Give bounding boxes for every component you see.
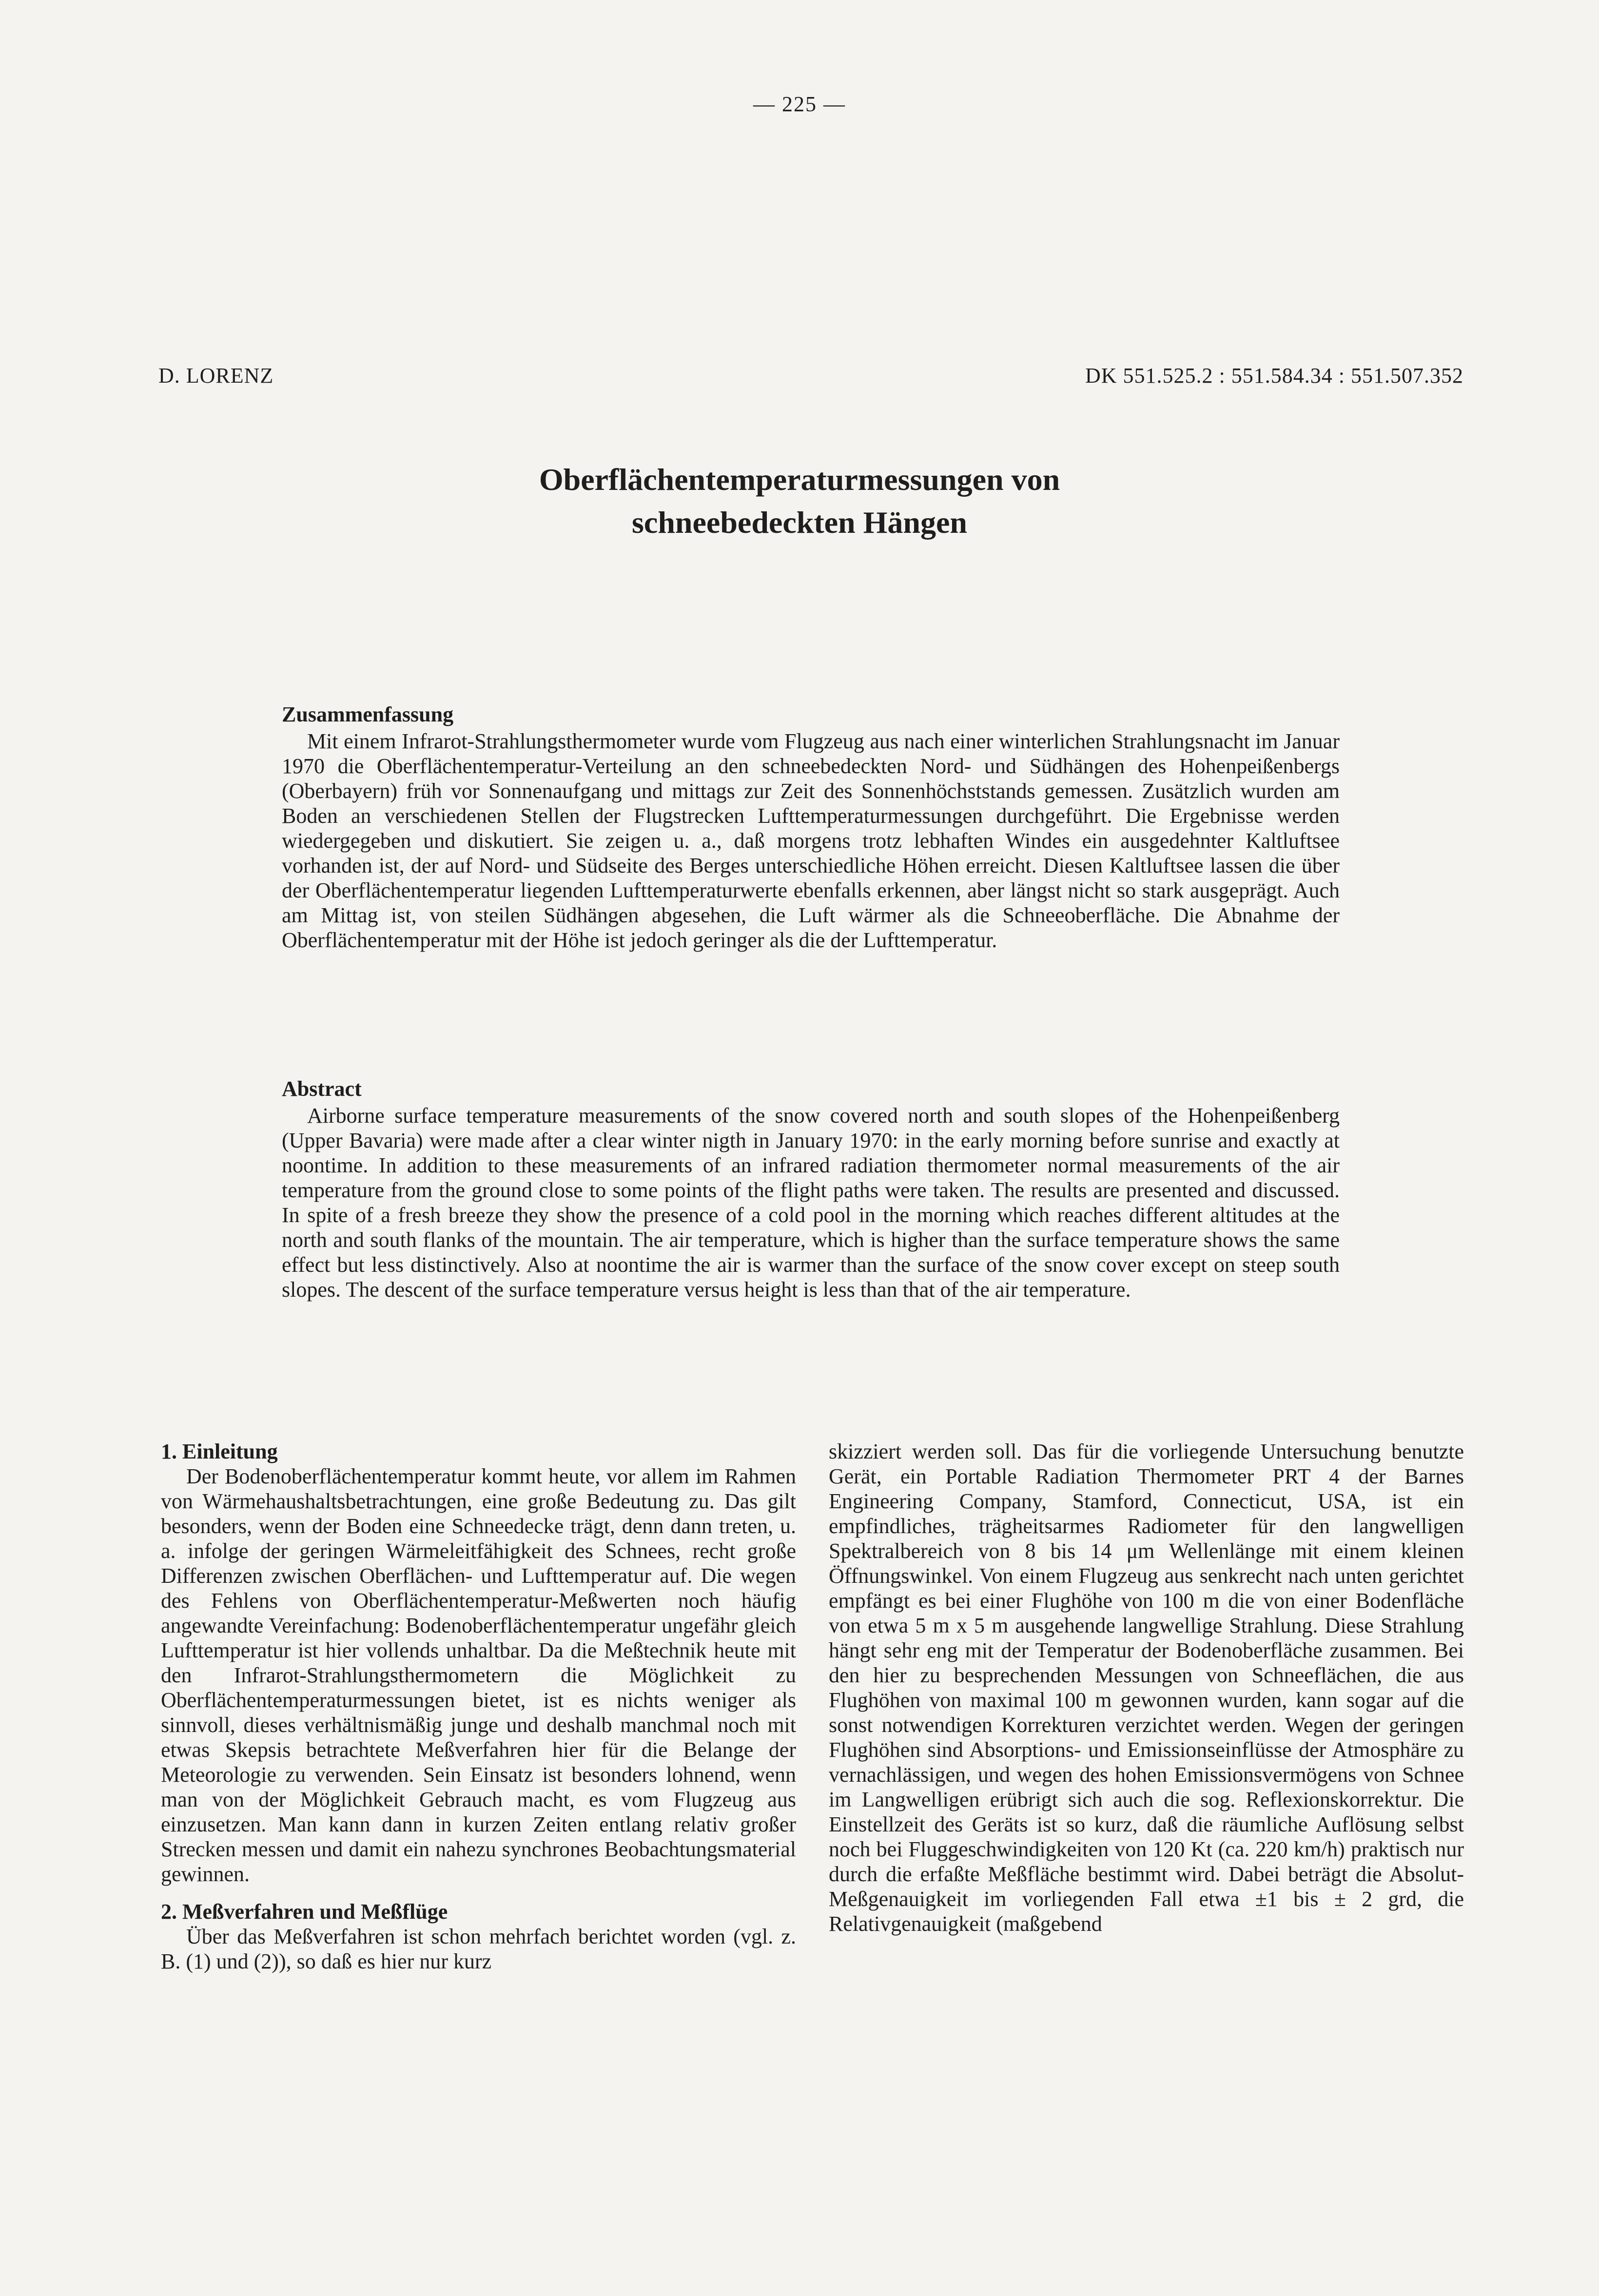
abstract-text: Airborne surface temperature measurements of the snow covered north and south slopes of the Hohenpeißenberg (Upper Bavaria) were made after a clear winter nigth in January 1970: in the early morning before sunrise and exactly at noontime. In addition to these measurements of an infrared radiation thermometer normal measurements of the air temperature from the ground close to some points of the flight paths were taken. The results are presented and discussed. In spite of a fresh breeze they show the presence of a cold pool in the morning which reaches different altitudes at the north and south flanks of the mountain. The air temperature, which is higher than the surface temperature shows the same effect but less distinctively. Also at noontime the air is warmer than the surface of the snow cover except on steep south slopes. The descent of the surface temperature versus height is less than that of the air temperature. (282, 1104, 1340, 1302)
left-column (161, 1439, 796, 1974)
page-number: — 225 — (753, 92, 846, 116)
zusammenfassung-text: Mit einem Infrarot-Strahlungsthermometer wurde vom Flugzeug aus nach einer winterlichen Strahlungsnacht im Januar 1970 die Oberflächentemperatur-Verteilung an den schneebedeckten Nord- und Südhängen des Hohenpeißenbergs (Oberbayern) früh vor Sonnenaufgang und mittags zur Zeit des Sonnenhöchststands gemessen. Zusätzlich wurden am Boden an verschiedenen Stellen der Flugstrecken Lufttemperaturmessungen durchgeführt. Die Ergebnisse werden wiedergegeben und diskutiert. Sie zeigen u. a., daß morgens trotz lebhaften Windes ein ausgedehnter Kaltluftsee vorhanden ist, der auf Nord- und Südseite des Berges unterschiedliche Höhen erreicht. Diesen Kaltluftsee lassen die über der Oberflächentemperatur liegenden Lufttemperaturwerte ebenfalls erkennen, aber längst nicht so stark ausgeprägt. Auch am Mittag ist, von steilen Südhängen abgesehen, die Luft wärmer als die Schneeoberfläche. Die Abnahme der Oberflächentemperatur mit der Höhe ist jedoch geringer als die der Lufttemperatur. (282, 729, 1340, 952)
section-heading-messverfahren: 2. Meßverfahren und Meßflüge (161, 1900, 448, 1924)
section-heading-einleitung: 1. Einleitung (161, 1440, 278, 1463)
abstract-section (282, 1076, 1340, 1302)
messverfahren-paragraph: Über das Meßverfahren ist schon mehrfach berichtet worden (vgl. z. B. (1) und (2)), so daß es hier nur kurz (161, 1925, 796, 1973)
classification-code: DK 551.525.2 : 551.584.34 : 551.507.352 (1085, 364, 1463, 388)
paper-title (0, 458, 1599, 544)
einleitung-paragraph: Der Bodenoberflächentemperatur kommt heute, vor allem im Rahmen von Wärmehaushaltsbetrachtungen, eine große Bedeutung zu. Das gilt besonders, wenn der Boden eine Schneedecke trägt, denn dann treten, u. a. infolge der geringen Wärmeleitfähigkeit des Schnees, recht große Differenzen zwischen Oberflächen- und Lufttemperatur auf. Die wegen des Fehlens von Oberflächentemperatur-Meßwerten noch häufig angewandte Vereinfachung: Bodenoberflächentemperatur ungefähr gleich Lufttemperatur ist hier vollends unhaltbar. Da die Meßtechnik heute mit den Infrarot-Strahlungsthermometern die Möglichkeit zu Oberflächentemperaturmessungen bietet, ist es nichts weniger als sinnvoll, dieses verhältnismäßig junge und deshalb manchmal noch mit etwas Skepsis betrachtete Meßverfahren hier für die Belange der Meteorologie zu verwenden. Sein Einsatz ist besonders lohnend, wenn man von der Möglichkeit Gebrauch macht, es vom Flugzeug aus einzusetzen. Man kann dann in kurzen Zeiten entlang relativ großer Strecken messen und damit ein nahezu synchrones Beobachtungsmaterial gewinnen. (161, 1464, 796, 1886)
title-line-1: Oberflächentemperaturmessungen von (539, 462, 1060, 497)
right-column-paragraph: skizziert werden soll. Das für die vorliegende Untersuchung benutzte Gerät, ein Portable Radiation Thermometer PRT 4 der Barnes Engineering Company, Stamford, Connecticut, USA, ist ein empfindliches, trägheitsarmes Radiometer für den langwelligen Spektralbereich von 8 bis 14 μm Wellenlänge mit einem kleinen Öffnungswinkel. Von einem Flugzeug aus senkrecht nach unten gerichtet empfängt es bei einer Flughöhe von 100 m die von einer Bodenfläche von etwa 5 m x 5 m ausgehende langwellige Strahlung. Diese Strahlung hängt sehr eng mit der Temperatur der Bodenoberfläche zusammen. Bei den hier zu besprechenden Messungen von Schneeflächen, die aus Flughöhen von maximal 100 m gewonnen wurden, kann sogar auf die sonst notwendigen Korrekturen verzichtet werden. Wegen der geringen Flughöhen sind Absorptions- und Emissionseinflüsse der Atmosphäre zu vernachlässigen, und wegen des hohen Emissionsvermögens von Schnee im Langwelligen erübrigt sich auch die sog. Reflexionskorrektur. Die Einstellzeit des Geräts ist so kurz, daß die räumliche Auflösung selbst noch bei Fluggeschwindigkeiten von 120 Kt (ca. 220 km/h) praktisch nur durch die erfaßte Meßfläche bestimmt wird. Dabei beträgt die Absolut-Meßgenauigkeit im vorliegenden Fall etwa ±1 bis ± 2 grd, die Relativgenauigkeit (maßgebend (829, 1440, 1464, 1936)
title-line-2: schneebedeckten Hängen (632, 505, 967, 540)
zusammenfassung-heading: Zusammenfassung (282, 702, 454, 726)
abstract-heading: Abstract (282, 1077, 362, 1101)
zusammenfassung-section (282, 702, 1340, 953)
author-name: D. LORENZ (158, 364, 274, 388)
right-column (829, 1439, 1464, 1936)
